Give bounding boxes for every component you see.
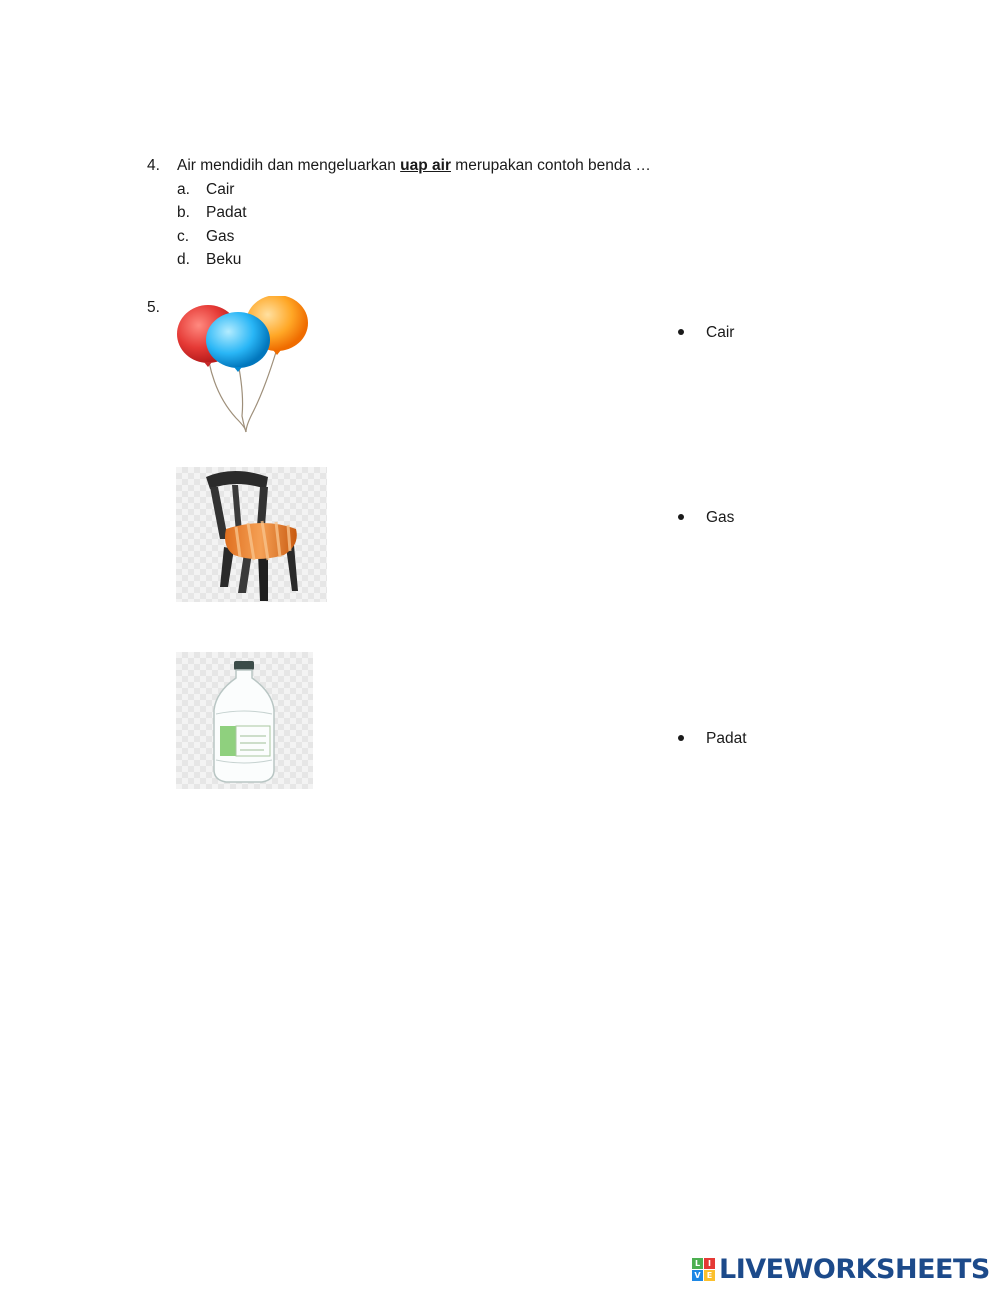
option-b-letter: b. xyxy=(177,204,190,221)
logo-letter-i: I xyxy=(704,1258,715,1269)
question-4-emphasis: uap air xyxy=(400,157,451,174)
logo-letter-v: V xyxy=(692,1270,703,1281)
option-c-label: Gas xyxy=(206,228,235,245)
option-c-letter: c. xyxy=(177,228,190,245)
option-d-letter: d. xyxy=(177,251,190,268)
logo-text: LIVEWORKSHEETS xyxy=(719,1253,990,1285)
question-4-number: 4. xyxy=(147,157,160,174)
logo-mark-icon xyxy=(692,1258,715,1281)
balloons-image xyxy=(176,296,310,436)
liveworksheets-logo xyxy=(692,1254,990,1284)
answer-bullet-2 xyxy=(678,514,684,520)
water-bottle-image xyxy=(176,652,313,789)
option-a-label: Cair xyxy=(206,181,235,198)
question-5-number: 5. xyxy=(147,299,160,316)
answer-3-label: Padat xyxy=(706,730,747,747)
answer-2-label: Gas xyxy=(706,509,735,526)
question-4-text xyxy=(177,156,651,176)
answer-bullet-3 xyxy=(678,735,684,741)
question-4-text-after: merupakan contoh benda … xyxy=(451,157,651,174)
logo-letter-e: E xyxy=(704,1270,715,1281)
chair-image xyxy=(176,467,327,602)
answer-1-label: Cair xyxy=(706,324,735,341)
answer-bullet-1 xyxy=(678,329,684,335)
question-4-text-before: Air mendidih dan mengeluarkan xyxy=(177,157,401,174)
option-d-label: Beku xyxy=(206,251,242,268)
logo-letter-l: L xyxy=(692,1258,703,1269)
option-a-letter: a. xyxy=(177,181,190,198)
option-b-label: Padat xyxy=(206,204,247,221)
